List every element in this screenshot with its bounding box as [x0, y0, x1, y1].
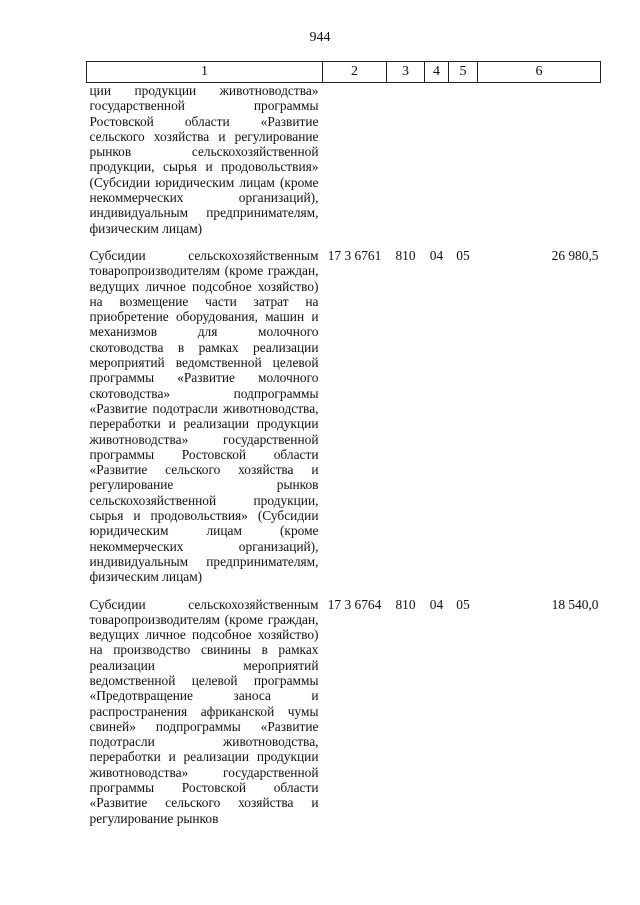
row-section: 04	[429, 247, 444, 263]
table-row	[87, 83, 601, 246]
row-section	[425, 83, 449, 246]
row-subsection: 05	[456, 596, 470, 612]
row-subsection	[449, 83, 478, 246]
page-number: 944	[309, 30, 331, 45]
row-amount: 26 980,5	[551, 247, 599, 263]
header-col-2: 2	[323, 62, 387, 83]
row-name: Субсидии сельскохозяйственным товаропроизводителям (кроме граждан, ведущих личное подсобное хозяйство) на возмещение части затрат на приобретение оборудования, машин и механизмов для молочного скотоводства в рамках реализации мероприятий ведомственной целевой программы «Развитие молочного скотоводства» подпрограммы «Развитие подотрасли животноводства, переработки и реализации продукции животноводства» государственной программы Ростовской области «Развитие сельского хозяйства и регулирование рынков сельскохозяйственной продукции, сырья и продовольствия» (Субсидии юридическим лицам (кроме некоммерческих организаций), индивидуальным предпринимателям, физическим лицам)	[89, 247, 319, 585]
header-col-4: 4	[425, 62, 449, 83]
header-col-3: 3	[387, 62, 425, 83]
row-expense-type	[387, 83, 425, 246]
row-name: ции продукции животноводства» государственной программы Ростовской области «Развитие сельского хозяйства и регулирование рынков сельскохозяйственной продукции, сырья и продовольствия» (Субсидии юридическим лицам (кроме некоммерческих организаций), индивидуальным предпринимателям, физическим лицам)	[89, 83, 319, 236]
table-row	[87, 246, 601, 595]
header-col-1: 1	[87, 62, 323, 83]
table-row	[87, 595, 601, 836]
row-target-code	[323, 83, 387, 246]
row-target-code: 17 3 6764	[327, 596, 382, 612]
row-amount: 18 540,0	[551, 596, 599, 612]
budget-table	[86, 61, 601, 836]
row-name: Субсидии сельскохозяйственным товаропроизводителям (кроме граждан, ведущих личное подсобное хозяйство) на производство свинины в рамках реализации мероприятий ведомственной целевой программы «Предотвращение заноса и распространения африканской чумы свиней» подпрограммы «Развитие подотрасли животноводства, переработки и реализации продукции животноводства» государственной программы Ростовской области «Развитие сельского хозяйства и регулирование рынков	[89, 596, 319, 826]
row-amount	[478, 83, 601, 246]
row-section: 04	[429, 596, 444, 612]
row-target-code: 17 3 6761	[327, 247, 382, 263]
table-header-row	[87, 62, 601, 83]
row-expense-type: 810	[395, 596, 416, 612]
row-expense-type: 810	[395, 247, 416, 263]
header-col-5: 5	[449, 62, 478, 83]
row-subsection: 05	[456, 247, 470, 263]
header-col-6: 6	[478, 62, 601, 83]
